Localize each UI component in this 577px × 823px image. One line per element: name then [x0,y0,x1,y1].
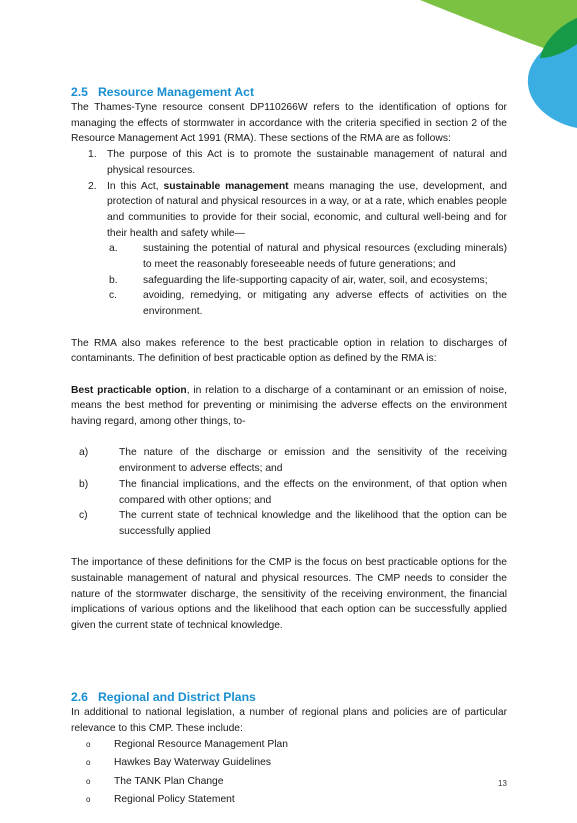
bpo-definition-paragraph [71,383,507,430]
plan-name: The TANK Plan Change [114,775,224,787]
plans-bullet-list [71,736,507,809]
bpo-list [71,445,507,539]
list-marker: b. [109,274,118,286]
sub-list-item [109,273,507,289]
list-item [86,773,507,791]
list-item-text-before: In this Act, [107,180,164,192]
circle-bullet-icon: o [86,740,91,750]
section-title: Regional and District Plans [98,689,256,704]
sub-list-item-text: avoiding, remedying, or mitigating any adverse effects of activities on the environment. [143,290,507,318]
list-item [86,791,507,809]
sub-list-item [109,288,507,319]
bpo-intro-paragraph: The RMA also makes reference to the best practicable option in relation to discharges of contaminants. The definition of best practicable option as defined by the RMA is: [71,337,507,365]
list-marker: b) [79,478,89,490]
sub-list-item-text: sustaining the potential of natural and physical resources (excluding minerals) to meet the reasonably foreseeable needs of future generations; and [143,243,507,271]
list-item-text-after: means managing the use, development, and protection of natural and physical resources in a way, or at a rate, which enables people and communities to provide for their social, economic, and cultural well-being and for their health and safety while— [107,180,508,239]
list-marker: 2. [88,180,97,192]
section-heading-regional-district-plans [71,689,507,705]
section-number: 2.6 [71,689,88,704]
page-number: 13 [498,779,507,788]
page-content [71,84,507,809]
list-item-text: The financial implications, and the effects on the environment, of that option when compared with other options; and [119,478,507,506]
rma-intro-paragraph: The Thames-Tyne resource consent DP110266W refers to the identification of options for managing the effects of stormwater in accordance with the criteria specified in section 2 of the Resource Management Act 1991 (RMA). These sections of the RMA are as follows: [71,102,507,145]
circle-bullet-icon: o [86,758,91,768]
list-item [88,147,507,178]
list-marker: a) [79,447,89,459]
section-title: Resource Management Act [98,85,254,99]
list-item-text: The current state of technical knowledge and the likelihood that the option can be successfully applied [119,510,507,537]
list-item-text: The purpose of this Act is to promote the sustainable management of natural and physical resources. [107,149,507,176]
plans-intro-paragraph: In additional to national legislation, a number of regional plans and policies are of particular relevance to this CMP. These include: [71,706,507,734]
list-item [79,508,507,539]
section-heading-resource-management-act [71,84,507,100]
list-marker: a. [109,243,118,255]
list-item-text: The nature of the discharge or emission and the sensitivity of the receiving environment to adverse effects; and [119,447,507,475]
defined-term: sustainable management [163,180,289,192]
list-item [79,445,507,476]
list-marker: c) [79,510,88,522]
sub-list-item [109,241,507,272]
plan-name: Hawkes Bay Waterway Guidelines [114,757,271,769]
plan-name: Regional Resource Management Plan [114,739,289,751]
list-item [86,754,507,772]
list-item [79,477,507,508]
list-marker: 1. [88,149,97,161]
circle-bullet-icon: o [86,776,91,786]
sub-list-item-text: safeguarding the life-supporting capacity of air, water, soil, and ecosystems; [143,274,488,286]
section-number: 2.5 [71,85,88,99]
list-marker: c. [109,290,118,302]
rma-numbered-list [71,147,507,320]
bpo-definition-text: , in relation to a discharge of a contaminant or an emission of noise, means the best method for preventing or minimising the adverse effects on the environment having regard, among other things, to- [71,384,508,428]
list-item [88,179,508,320]
list-item [86,736,507,754]
circle-bullet-icon: o [86,794,91,804]
rma-sub-list [107,241,507,320]
plan-name: Regional Policy Statement [114,793,235,805]
importance-paragraph: The importance of these definitions for the CMP is the focus on best practicable options for the sustainable management of natural and physical resources. The CMP needs to consider the nature of the stormwater discharge, the sensitivity of the receiving environment, the financial implications of various options and the likelihood that each option can be successfully applied given the current state of technical knowledge. [71,557,507,632]
bpo-term: Best practicable option [71,384,187,396]
